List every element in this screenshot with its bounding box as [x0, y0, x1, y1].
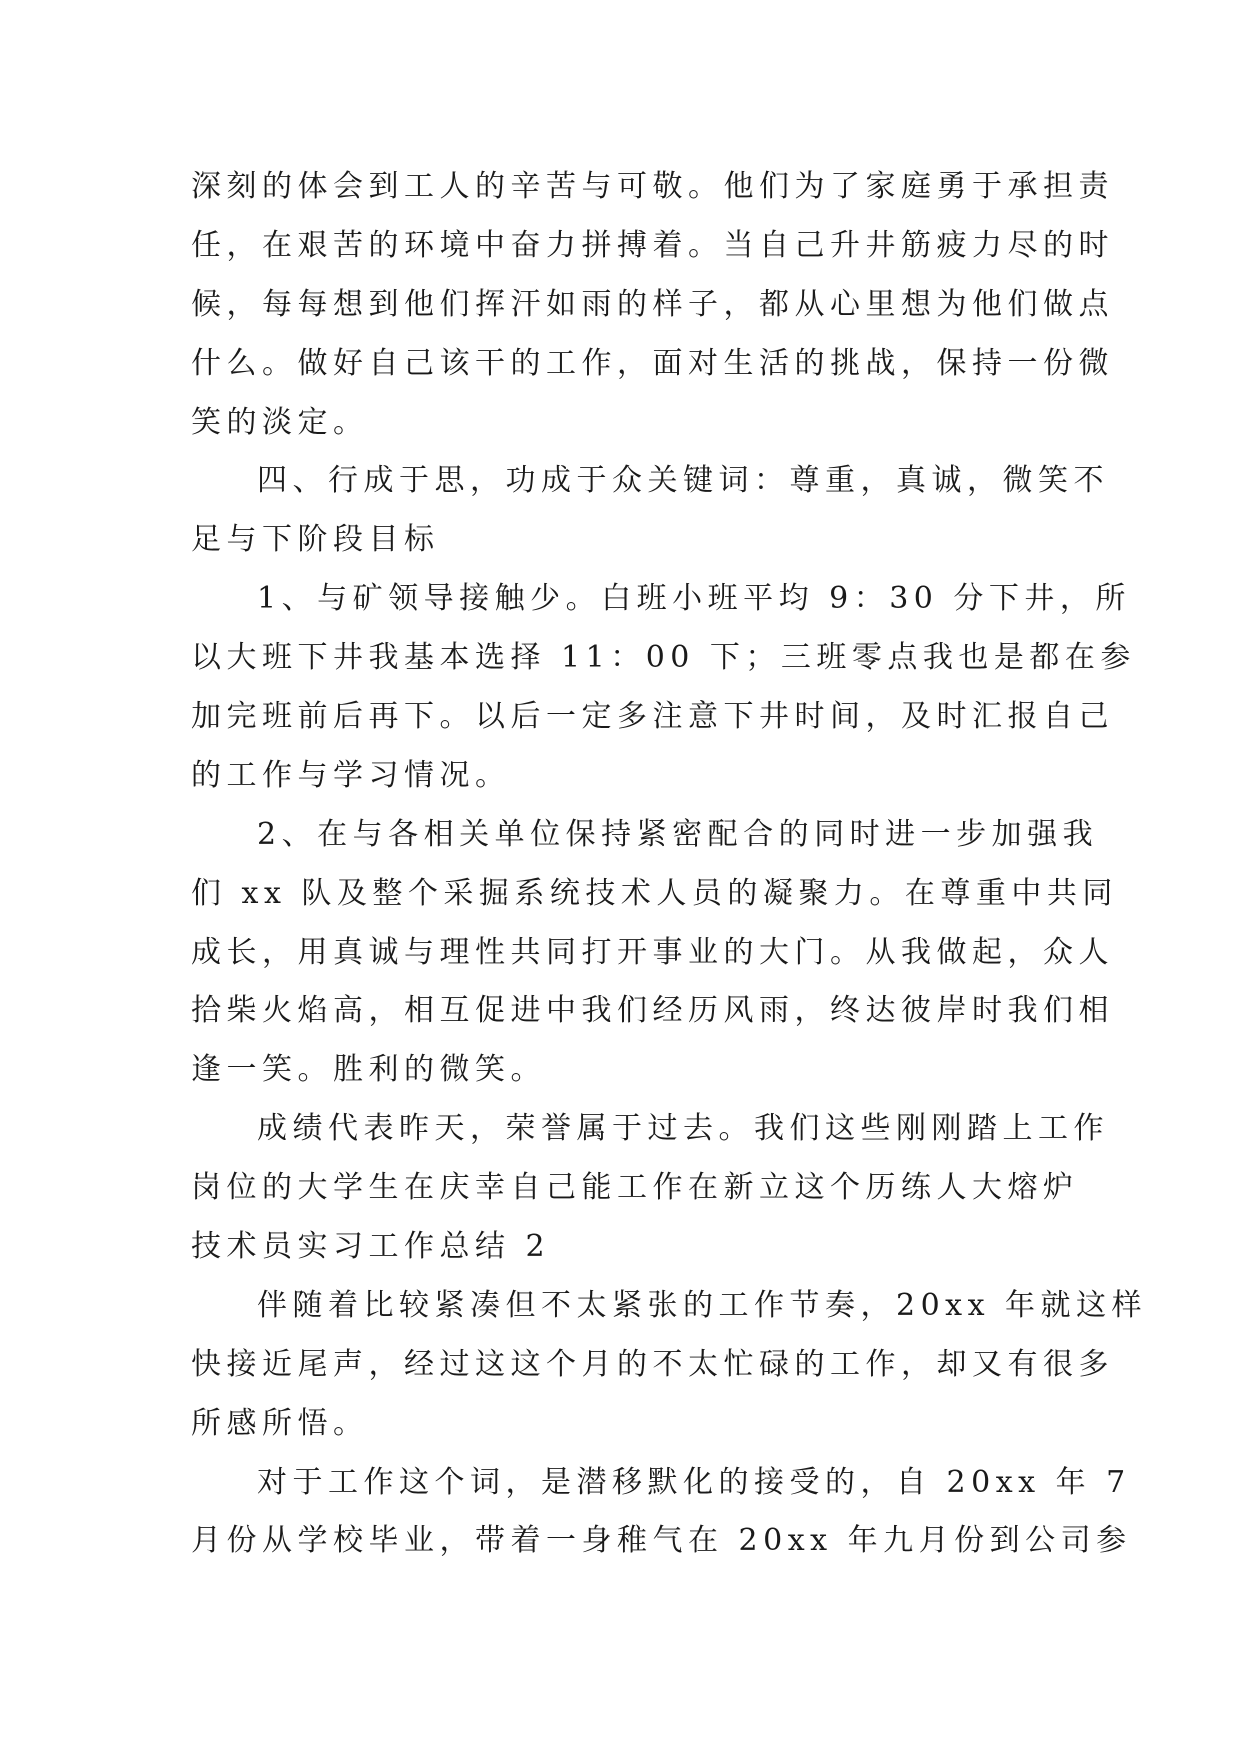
text-line: 四、行成于思，功成于众关键词：尊重，真诚，微笑不 — [257, 463, 1109, 499]
text-line: 任，在艰苦的环境中奋力拼搏着。当自己升井筋疲力尽的时 — [191, 227, 1114, 263]
text-line: 技术员实习工作总结 2 — [191, 1229, 551, 1265]
document-body — [191, 158, 1148, 1571]
text-line: 拾柴火焰高，相互促进中我们经历风雨，终达彼岸时我们相 — [191, 993, 1114, 1029]
text-line: 成长，用真诚与理性共同打开事业的大门。从我做起，众人 — [191, 934, 1114, 970]
text-line: 什么。做好自己该干的工作，面对生活的挑战，保持一份微 — [191, 345, 1114, 381]
text-line: 岗位的大学生在庆幸自己能工作在新立这个历练人大熔炉 — [191, 1170, 1079, 1206]
text-line: 笑的淡定。 — [191, 404, 369, 440]
text-line: 对于工作这个词，是潜移默化的接受的，自 20xx 年 7 — [257, 1464, 1131, 1500]
text-line: 候，每每想到他们挥汗如雨的样子，都从心里想为他们做点 — [191, 286, 1114, 322]
text-line: 伴随着比较紧凑但不太紧张的工作节奏，20xx 年就这样 — [257, 1287, 1148, 1323]
text-line: 以大班下井我基本选择 11：00 下；三班零点我也是都在参 — [191, 640, 1136, 676]
text-line: 逢一笑。胜利的微笑。 — [191, 1052, 546, 1088]
text-line: 成绩代表昨天，荣誉属于过去。我们这些刚刚踏上工作 — [257, 1111, 1109, 1147]
text-line: 2、在与各相关单位保持紧密配合的同时进一步加强我 — [257, 816, 1099, 852]
text-line: 加完班前后再下。以后一定多注意下井时间，及时汇报自己 — [191, 699, 1114, 735]
text-line: 所感所悟。 — [191, 1405, 369, 1441]
text-line: 月份从学校毕业，带着一身稚气在 20xx 年九月份到公司参 — [191, 1523, 1132, 1559]
text-line: 快接近尾声，经过这这个月的不太忙碌的工作，却又有很多 — [191, 1346, 1114, 1382]
text-line: 足与下阶段目标 — [191, 522, 440, 558]
text-line: 1、与矿领导接触少。白班小班平均 9：30 分下井，所 — [257, 581, 1131, 617]
text-line: 们 xx 队及整个采掘系统技术人员的凝聚力。在尊重中共同 — [191, 875, 1118, 911]
text-line: 深刻的体会到工人的辛苦与可敬。他们为了家庭勇于承担责 — [191, 169, 1114, 204]
text-line: 的工作与学习情况。 — [191, 757, 511, 793]
